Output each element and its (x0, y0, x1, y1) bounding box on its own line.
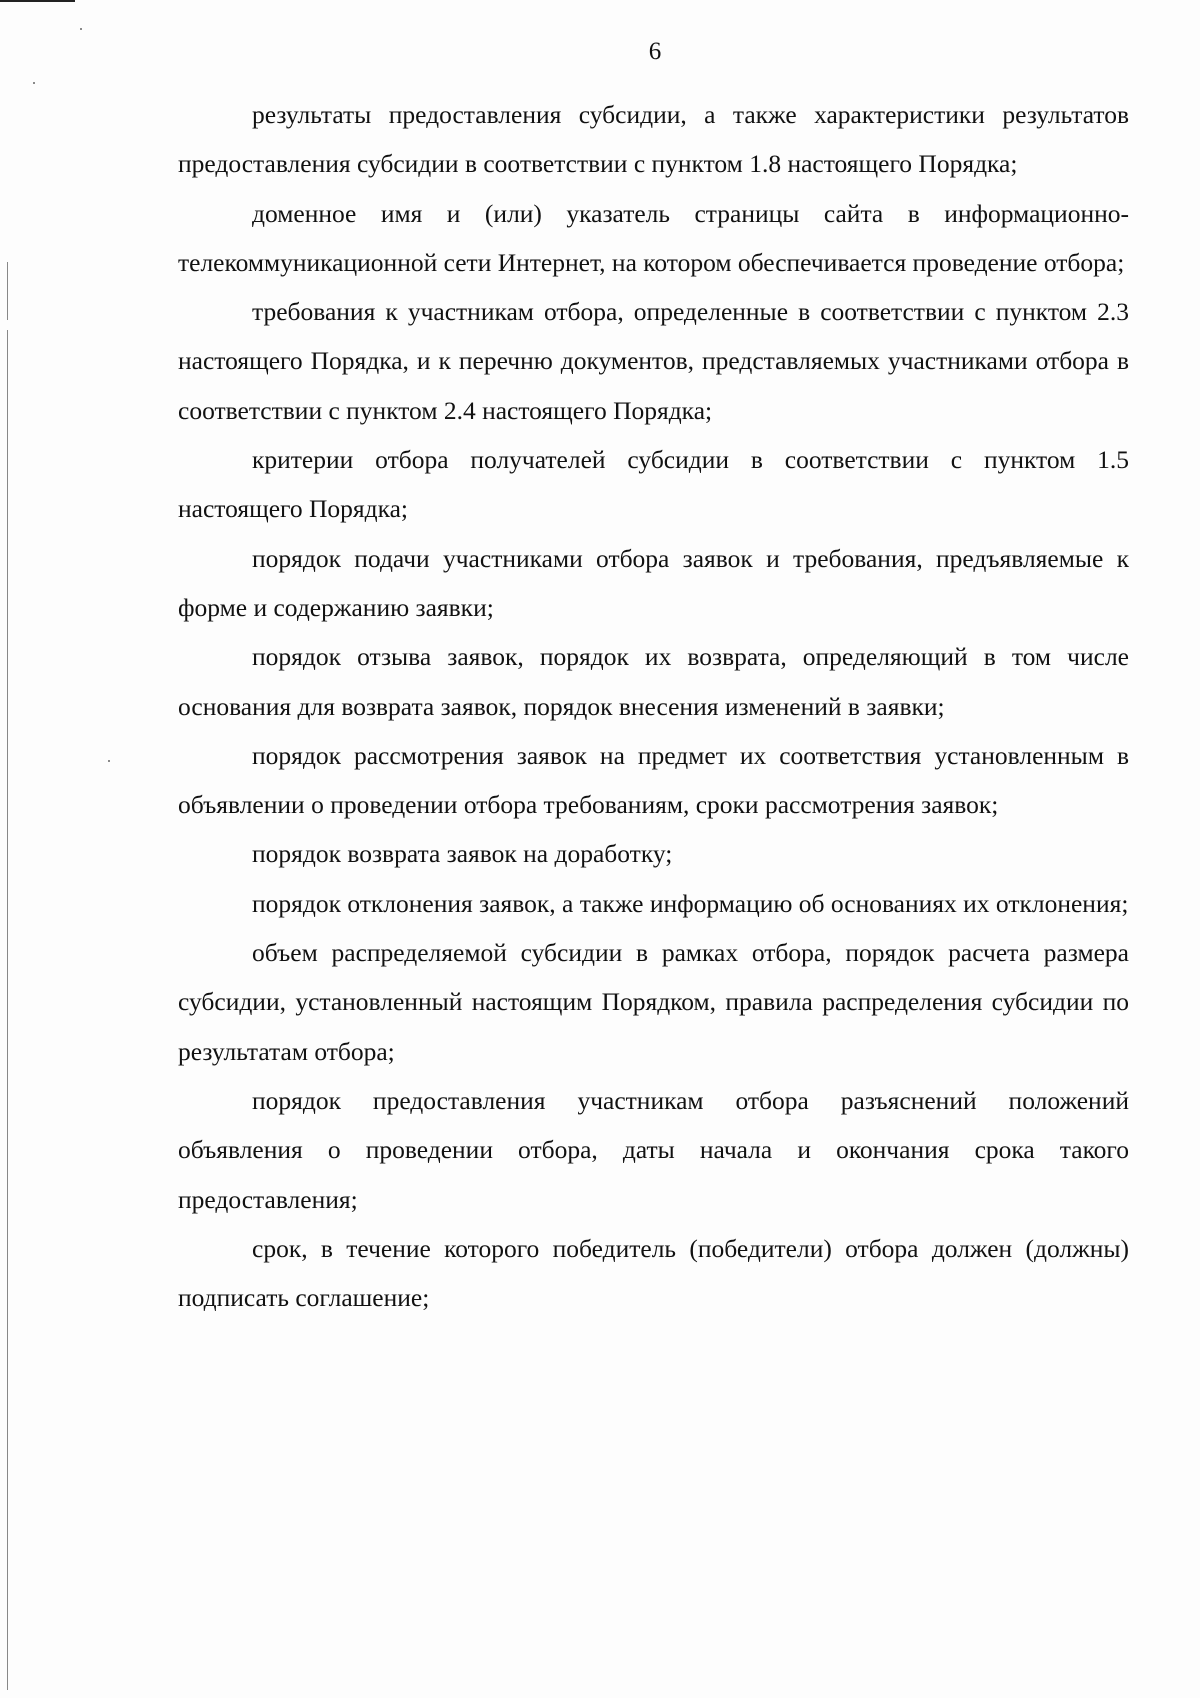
scan-corner-mark (0, 0, 75, 2)
paragraph: порядок отклонения заявок, а также информацию об основаниях их отклонения; (252, 888, 1129, 918)
page-number: 6 (648, 38, 662, 65)
scan-edge-line (7, 330, 8, 1690)
paragraph: срок, в течение которого победитель (победители) отбора должен (должны) подписать соглашение; (178, 1233, 1129, 1313)
scan-dot (80, 28, 82, 30)
paragraph: порядок отзыва заявок, порядок их возврата, определяющий в том числе основания для возврата заявок, порядок внесения изменений в заявки; (178, 642, 1129, 721)
paragraph: порядок предоставления участникам отбора разъяснений положений объявления о проведении отбора, даты начала и окончания срока такого предоставления; (178, 1085, 1129, 1214)
paragraph: требования к участникам отбора, определенные в соответствии с пунктом 2.3 настоящего Порядка, и к перечню документов, представляемых участниками отбора в соответствии с пунктом 2.4 настоящего Порядка; (178, 297, 1129, 425)
paragraph: порядок подачи участниками отбора заявок и требования, предъявляемые к форме и содержанию заявки; (178, 543, 1129, 622)
paragraph: результаты предоставления субсидии, а также характеристики результатов предоставления субсидии в соответствии с пунктом 1.8 настоящего Порядка; (178, 100, 1129, 179)
paragraph: порядок рассмотрения заявок на предмет их соответствия установленным в объявлении о проведении отбора требованиям, сроки рассмотрения заявок; (178, 740, 1129, 820)
paragraph: критерии отбора получателей субсидии в соответствии с пунктом 1.5 настоящего Порядка; (178, 445, 1129, 524)
scan-dot (108, 760, 110, 762)
paragraph: объем распределяемой субсидии в рамках отбора, порядок расчета размера субсидии, установленный настоящим Порядком, правила распределения субсидии по результатам отбора; (178, 938, 1129, 1066)
paragraph: доменное имя и (или) указатель страницы сайта в информационно-телекоммуникационной сети Интернет, на котором обеспечивается проведение отбора; (178, 198, 1129, 277)
paragraph: порядок возврата заявок на доработку; (252, 839, 673, 869)
scan-edge-line (7, 262, 8, 320)
scan-dot (33, 82, 35, 84)
document-body (178, 90, 1129, 1322)
